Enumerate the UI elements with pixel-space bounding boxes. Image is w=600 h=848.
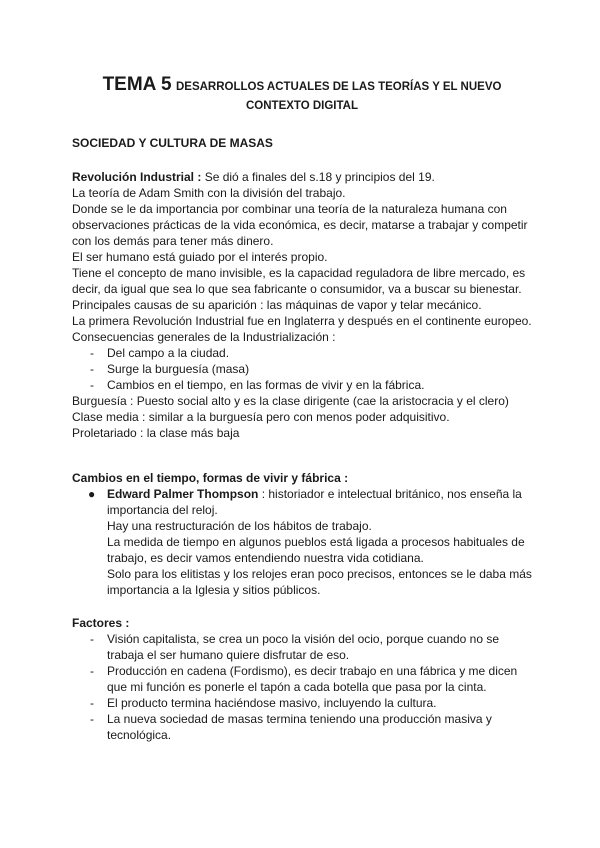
paragraph: La primera Revolución Industrial fue en Inglaterra y después en el continente europeo. bbox=[72, 314, 532, 328]
list-item bbox=[72, 711, 532, 743]
section-heading-sociedad: SOCIEDAD Y CULTURA DE MASAS bbox=[72, 136, 273, 150]
dash-marker: - bbox=[90, 696, 94, 710]
list-item bbox=[72, 486, 532, 518]
document-page bbox=[72, 76, 532, 743]
list-item-text: El producto termina haciéndose masivo, incluyendo la cultura. bbox=[107, 696, 437, 710]
list-item-text: Surge la burguesía (masa) bbox=[107, 362, 250, 376]
paragraph: Donde se le da importancia por combinar una teoría de la naturaleza humana con observaciones prácticas de la vida económica, es decir, matarse a trabajar y competir con los demás para tener más dinero. bbox=[72, 202, 528, 248]
revolucion-text: Se dió a finales del s.18 y principios del 19. bbox=[201, 170, 435, 184]
indented-paragraph: Solo para los elitistas y los relojes eran poco precisos, entonces se le daba más importancia a la Iglesia y sitios públicos. bbox=[107, 567, 532, 597]
paragraph: Consecuencias generales de la Industrialización : bbox=[72, 330, 336, 344]
thompson-name: Edward Palmer Thompson bbox=[107, 487, 259, 501]
dash-marker: - bbox=[90, 378, 94, 392]
revolucion-label: Revolución Industrial : bbox=[72, 170, 202, 184]
list-item bbox=[72, 361, 532, 377]
factores-list bbox=[72, 631, 532, 743]
clase-media: Clase media : similar a la burguesía pero con menos poder adquisitivo. bbox=[72, 410, 450, 424]
list-item bbox=[72, 377, 532, 393]
clase-proletariado: Proletariado : la clase más baja bbox=[72, 426, 240, 440]
revolucion-paragraph bbox=[72, 169, 532, 185]
list-item-text: Visión capitalista, se crea un poco la visión del ocio, porque cuando no se trabaja el ser humano quiere disfrutar de eso. bbox=[107, 632, 500, 662]
title-subtitle-line2: CONTEXTO DIGITAL bbox=[245, 100, 359, 112]
paragraph: La teoría de Adam Smith con la división del trabajo. bbox=[72, 186, 346, 200]
section-heading-cambios: Cambios en el tiempo, formas de vivir y fábrica : bbox=[72, 471, 349, 485]
title-subtitle-line1: DESARROLLOS ACTUALES DE LAS TEORÍAS Y EL NUEVO bbox=[175, 81, 502, 93]
dash-marker: - bbox=[90, 362, 94, 376]
bullet-icon: ● bbox=[88, 487, 96, 501]
dash-marker: - bbox=[90, 346, 94, 360]
list-item-text: Del campo a la ciudad. bbox=[107, 346, 230, 360]
section-body-cambios bbox=[72, 486, 532, 598]
paragraph: Principales causas de su aparición : las máquinas de vapor y telar mecánico. bbox=[72, 298, 482, 312]
section-heading-factores: Factores : bbox=[72, 616, 130, 630]
dash-marker: - bbox=[90, 632, 94, 646]
dash-marker: - bbox=[90, 712, 94, 726]
clase-burguesia: Burguesía : Puesto social alto y es la clase dirigente (cae la aristocracia y el clero) bbox=[72, 394, 509, 408]
thompson-text: : historiador e intelectual británico, nos enseña la importancia del reloj. bbox=[107, 487, 522, 517]
paragraph: Tiene el concepto de mano invisible, es la capacidad reguladora de libre mercado, es decir, da igual que sea lo que sea fabricante o consumidor, va a buscar su bienestar. bbox=[72, 266, 526, 296]
list-item-text: Cambios en el tiempo, en las formas de vivir y en la fábrica. bbox=[107, 378, 425, 392]
section-body-factores bbox=[72, 631, 532, 743]
title-tema: TEMA 5 bbox=[102, 74, 172, 95]
list-item-text: La nueva sociedad de masas termina teniendo una producción masiva y tecnológica. bbox=[107, 712, 492, 742]
section-body-sociedad bbox=[72, 169, 532, 441]
list-item bbox=[72, 345, 532, 361]
dash-marker: - bbox=[90, 664, 94, 678]
page-title bbox=[72, 76, 532, 115]
indented-paragraph: La medida de tiempo en algunos pueblos está ligada a procesos habituales de trabajo, es decir vamos entendiendo nuestra vida cotidiana. bbox=[107, 535, 525, 565]
list-item bbox=[72, 695, 532, 711]
indented-paragraph: Hay una restructuración de los hábitos de trabajo. bbox=[107, 519, 372, 533]
list-item bbox=[72, 663, 532, 695]
paragraph: El ser humano está guiado por el interés propio. bbox=[72, 250, 328, 264]
list-item-text: Producción en cadena (Fordismo), es decir trabajo en una fábrica y me dicen que mi función es ponerle el tapón a cada botella que pasa por la cinta. bbox=[107, 664, 518, 694]
thompson-list bbox=[72, 486, 532, 518]
list-item bbox=[72, 631, 532, 663]
consecuencias-list bbox=[72, 345, 532, 393]
